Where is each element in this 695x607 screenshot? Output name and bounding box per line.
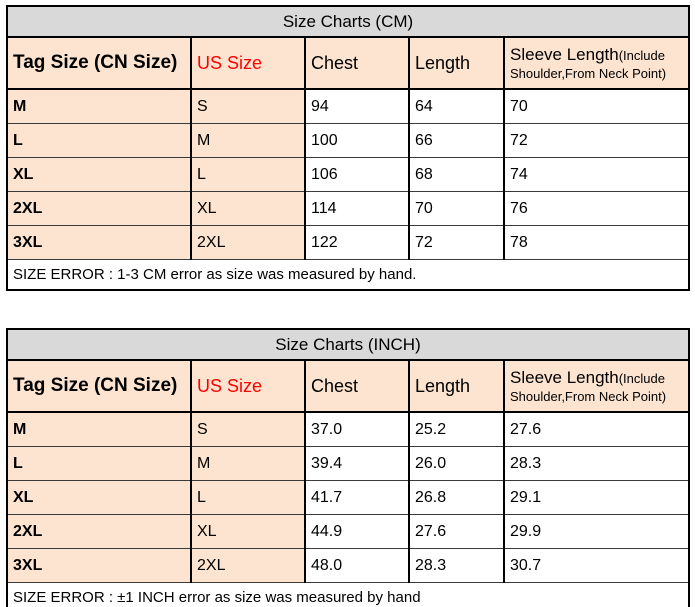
us-size-cell: XL: [191, 192, 305, 226]
tag-size-cell: XL: [7, 158, 191, 192]
tag-size-cell: M: [7, 412, 191, 447]
table-row: [7, 549, 689, 583]
table-title-row: [7, 6, 689, 37]
table-row: [7, 515, 689, 549]
us-size-cell: L: [191, 481, 305, 515]
size-error-note: SIZE ERROR : 1-3 CM error as size was measured by hand.: [7, 260, 689, 291]
sleeve-cell: 29.9: [504, 515, 689, 549]
tag-size-cell: 2XL: [7, 515, 191, 549]
us-size-cell: S: [191, 89, 305, 124]
chest-cell: 106: [305, 158, 409, 192]
header-cell-us-size: US Size: [191, 360, 305, 412]
us-size-cell: L: [191, 158, 305, 192]
size-chart-inch-table: [6, 328, 690, 607]
table-row: [7, 412, 689, 447]
sleeve-cell: 30.7: [504, 549, 689, 583]
header-cell-length: Length: [409, 37, 504, 89]
tag-size-cell: L: [7, 124, 191, 158]
table-row: [7, 124, 689, 158]
chest-cell: 122: [305, 226, 409, 260]
chest-cell: 94: [305, 89, 409, 124]
length-cell: 26.8: [409, 481, 504, 515]
header-cell-chest: Chest: [305, 37, 409, 89]
sleeve-length-note: (Include Shoulder,From Neck Point): [510, 371, 667, 404]
length-cell: 26.0: [409, 447, 504, 481]
header-cell-chest: Chest: [305, 360, 409, 412]
chest-cell: 100: [305, 124, 409, 158]
sleeve-cell: 70: [504, 89, 689, 124]
header-cell-sleeve-length: [504, 360, 689, 412]
sleeve-cell: 74: [504, 158, 689, 192]
size-chart-cm-table: [6, 5, 690, 291]
table-header-row: [7, 360, 689, 412]
us-size-cell: 2XL: [191, 549, 305, 583]
tag-size-cell: 2XL: [7, 192, 191, 226]
length-cell: 28.3: [409, 549, 504, 583]
table-row: [7, 447, 689, 481]
header-cell-us-size: US Size: [191, 37, 305, 89]
chest-cell: 37.0: [305, 412, 409, 447]
header-cell-length: Length: [409, 360, 504, 412]
length-cell: 27.6: [409, 515, 504, 549]
table-header-row: [7, 37, 689, 89]
sleeve-length-label: Sleeve Length: [510, 368, 619, 388]
tag-size-cell: L: [7, 447, 191, 481]
length-cell: 66: [409, 124, 504, 158]
table-row: [7, 226, 689, 260]
chest-cell: 41.7: [305, 481, 409, 515]
sleeve-cell: 27.6: [504, 412, 689, 447]
chest-cell: 114: [305, 192, 409, 226]
size-error-note-row: [7, 260, 689, 291]
us-size-cell: M: [191, 447, 305, 481]
length-cell: 68: [409, 158, 504, 192]
sleeve-length-label: Sleeve Length: [510, 45, 619, 65]
chest-cell: 48.0: [305, 549, 409, 583]
length-cell: 70: [409, 192, 504, 226]
sleeve-cell: 72: [504, 124, 689, 158]
tag-size-cell: 3XL: [7, 226, 191, 260]
length-cell: 25.2: [409, 412, 504, 447]
length-cell: 64: [409, 89, 504, 124]
table-title: Size Charts (INCH): [7, 329, 689, 360]
tag-size-cell: 3XL: [7, 549, 191, 583]
header-cell-tag-size: Tag Size (CN Size): [7, 360, 191, 412]
chest-cell: 44.9: [305, 515, 409, 549]
tag-size-cell: XL: [7, 481, 191, 515]
size-error-note: SIZE ERROR : ±1 INCH error as size was measured by hand: [7, 583, 689, 607]
header-cell-sleeve-length: [504, 37, 689, 89]
sleeve-cell: 28.3: [504, 447, 689, 481]
size-error-note-row: [7, 583, 689, 607]
header-cell-tag-size: Tag Size (CN Size): [7, 37, 191, 89]
table-row: [7, 481, 689, 515]
table-row: [7, 158, 689, 192]
table-row: [7, 89, 689, 124]
us-size-cell: S: [191, 412, 305, 447]
length-cell: 72: [409, 226, 504, 260]
chest-cell: 39.4: [305, 447, 409, 481]
sleeve-cell: 78: [504, 226, 689, 260]
tag-size-cell: M: [7, 89, 191, 124]
us-size-cell: XL: [191, 515, 305, 549]
table-title: Size Charts (CM): [7, 6, 689, 37]
table-title-row: [7, 329, 689, 360]
us-size-cell: M: [191, 124, 305, 158]
sleeve-cell: 29.1: [504, 481, 689, 515]
sleeve-length-note: (Include Shoulder,From Neck Point): [510, 48, 667, 81]
sleeve-cell: 76: [504, 192, 689, 226]
us-size-cell: 2XL: [191, 226, 305, 260]
table-row: [7, 192, 689, 226]
